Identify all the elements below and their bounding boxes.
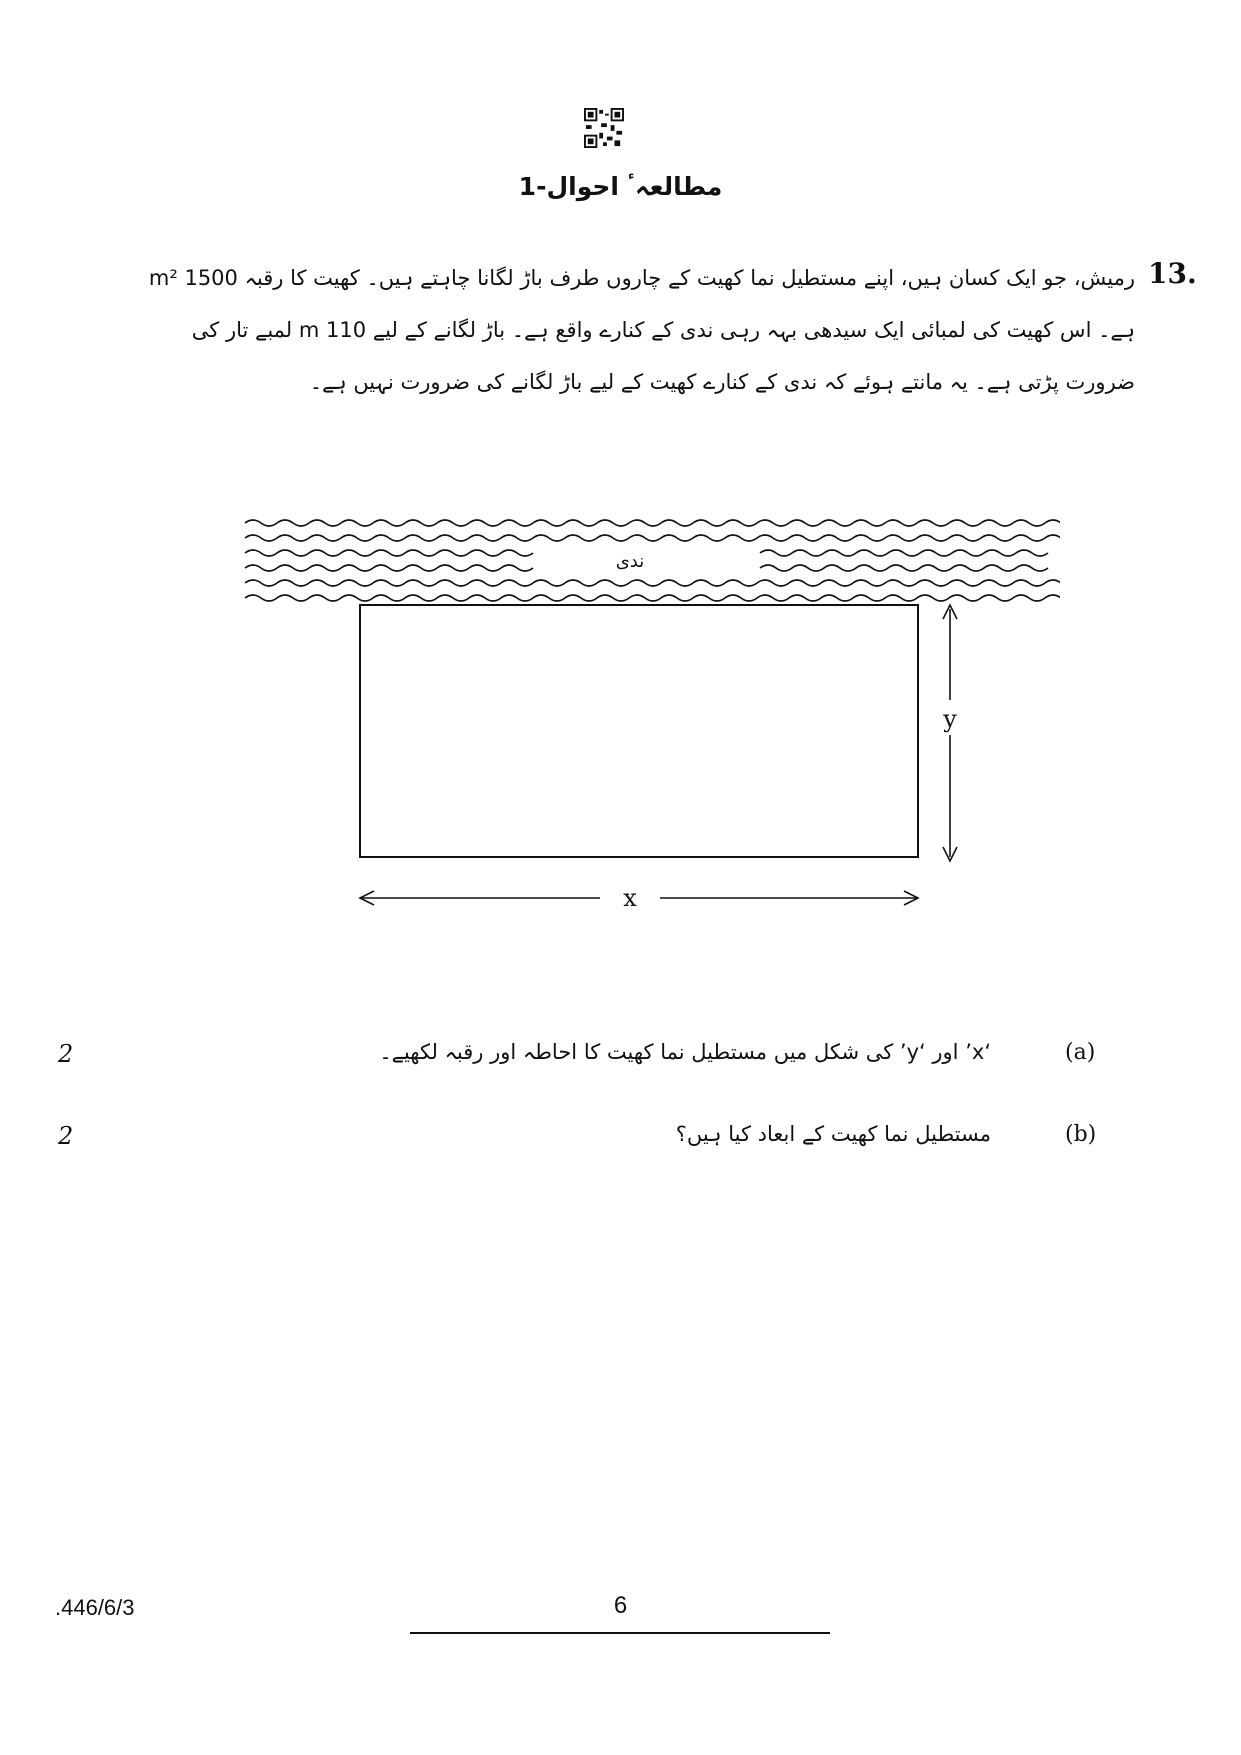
case-study-heading: مطالعہٴ احوال-1	[518, 172, 723, 201]
page-number: 6	[613, 1592, 628, 1619]
part-b-marks: 2	[58, 1122, 74, 1150]
part-a	[0, 1040, 1241, 1080]
question-number: 13.	[1148, 257, 1197, 290]
part-b-label: (b)	[1065, 1122, 1097, 1147]
field-rectangle	[360, 605, 918, 857]
part-a-text: ‘x’ اور ‘y’ کی شکل میں مستطیل نما کھیت کا احاطہ اور رقبہ لکھیے۔	[379, 1040, 991, 1064]
x-dimension-label: x	[623, 884, 637, 912]
question-text: رمیش، جو ایک کسان ہیں، اپنے مستطیل نما کھیت کے چاروں طرف باڑ لگانا چاہتے ہیں۔ کھیت کا رقبہ 1500 m² ہے۔ اس کھیت کی لمبائی ایک سیدھی بہہ رہی ندی کے کنارے واقع ہے۔ باڑ لگانے کے لیے 110 m لمبے تار کی ضرورت پڑتی ہے۔ یہ مانتے ہوئے کہ ندی کے کنارے کھیت کے لیے باڑ لگانے کی ضرورت نہیں ہے۔	[148, 266, 1135, 394]
river-label: ندی	[615, 551, 645, 572]
part-a-label: (a)	[1065, 1040, 1096, 1065]
paper-code: .446/6/3	[55, 1595, 135, 1620]
part-b-text: مستطیل نما کھیت کے ابعاد کیا ہیں؟	[675, 1122, 991, 1146]
y-dimension-label: y	[943, 705, 957, 733]
qr-code-icon	[584, 108, 624, 148]
footer-divider	[410, 1632, 830, 1634]
part-a-marks: 2	[58, 1040, 74, 1068]
part-b	[0, 1122, 1241, 1162]
field-river-figure	[240, 505, 1060, 945]
